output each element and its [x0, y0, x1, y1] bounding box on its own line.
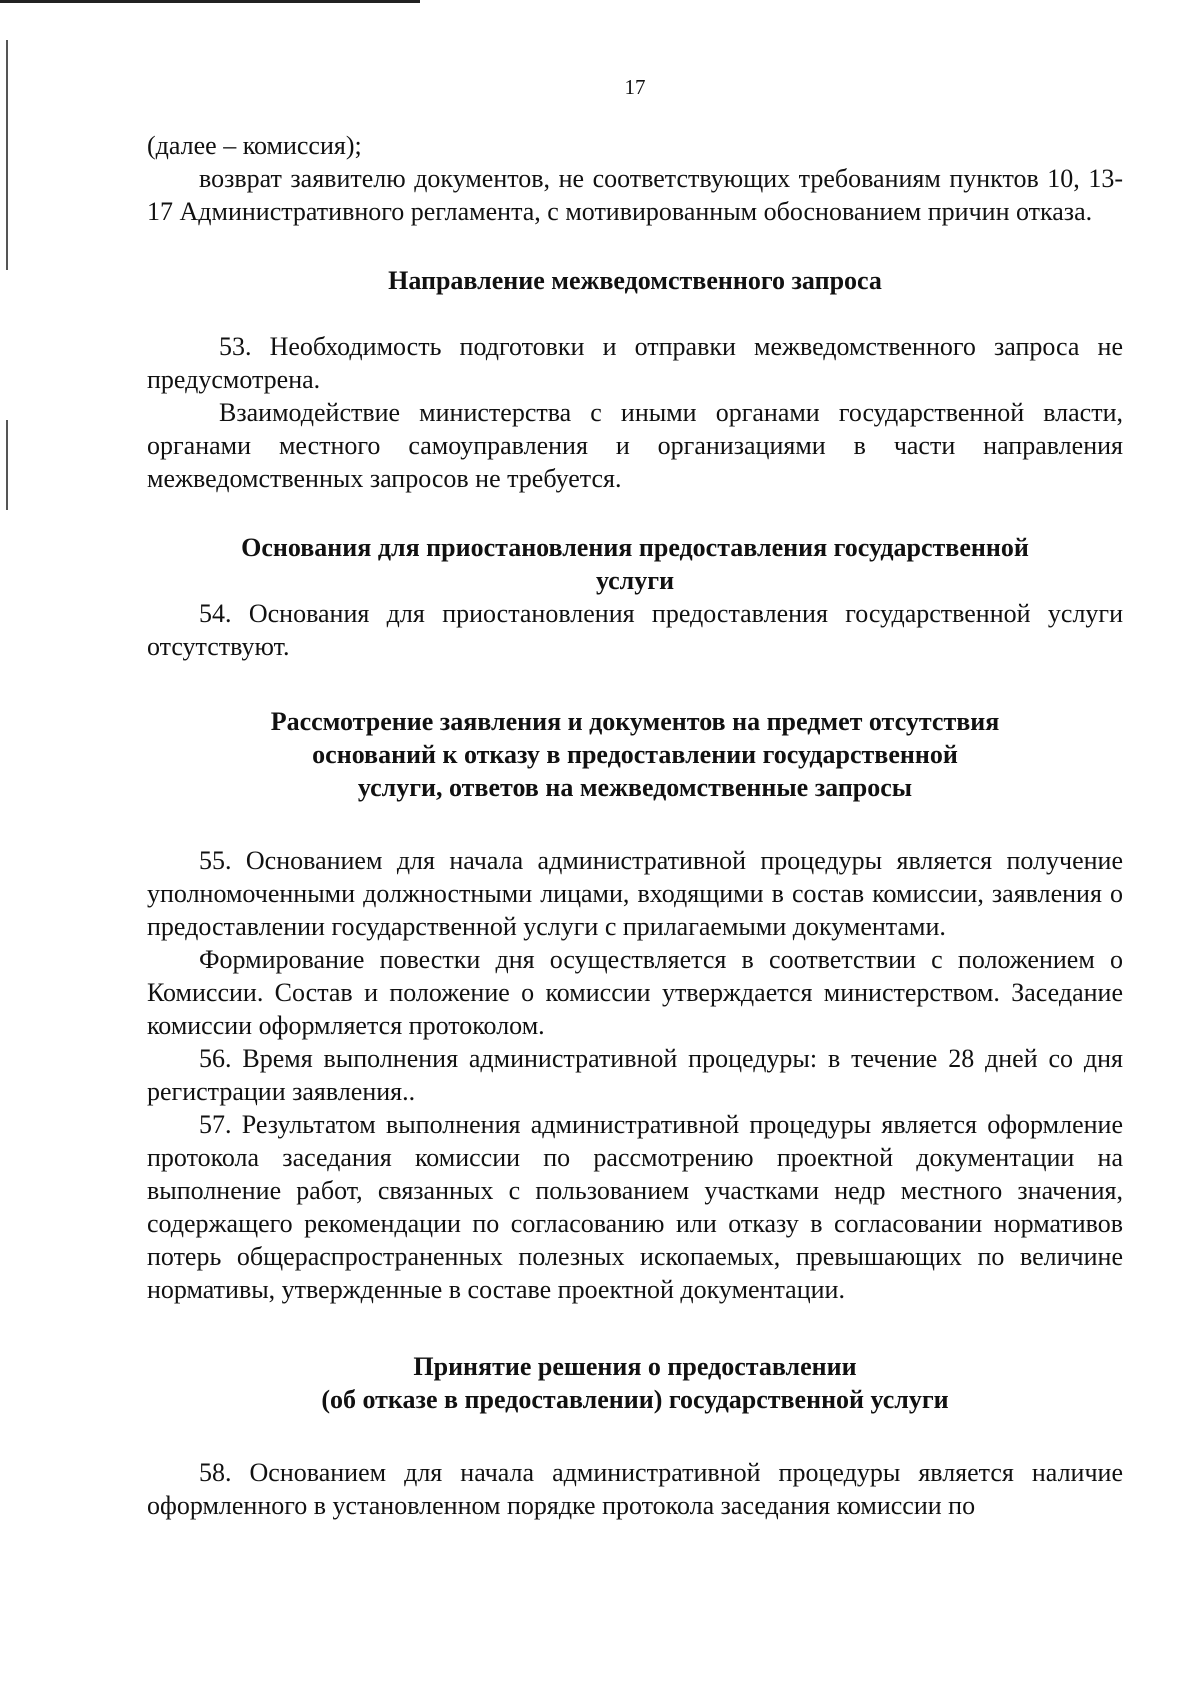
paragraph-document-return: возврат заявителю документов, не соответствующих требованиям пунктов 10, 13-17 Административного регламента, с мотивированным обоснованием причин отказа.	[147, 164, 1123, 226]
paragraph-55: 55. Основанием для начала административной процедуры является получение уполномоченными должностными лицами, входящими в состав комиссии, заявления о предоставлении государственной услуги с прилагаемыми документами.	[147, 846, 1123, 941]
page-number: 17	[624, 75, 646, 99]
heading-line: Рассмотрение заявления и документов на предмет отсутствия	[270, 707, 1000, 736]
heading-line: оснований к отказу в предоставлении государственной	[312, 740, 958, 769]
section-heading-application-review	[147, 705, 1123, 804]
heading-line: Принятие решения о предоставлении	[413, 1352, 857, 1381]
paragraph-continuation: (далее – комиссия);	[147, 131, 362, 160]
section-heading-suspension-grounds	[147, 531, 1123, 597]
paragraph-agenda: Формирование повестки дня осуществляется в соответствии с положением о Комиссии. Состав и положение о комиссии утверждается министерством. Заседание комиссии оформляется протоколом.	[147, 945, 1123, 1040]
paragraph-56: 56. Время выполнения административной процедуры: в течение 28 дней со дня регистрации заявления..	[147, 1044, 1123, 1106]
heading-line: услуги, ответов на межведомственные запросы	[357, 773, 913, 802]
heading-line: (об отказе в предоставлении) государственной услуги	[321, 1385, 949, 1414]
section-heading-interdepartmental-request	[147, 264, 1123, 297]
paragraph-53: 53. Необходимость подготовки и отправки межведомственного запроса не предусмотрена.	[147, 332, 1123, 394]
paragraph-57: 57. Результатом выполнения административной процедуры является оформление протокола заседания комиссии по рассмотрению проектной документации на выполнение работ, связанных с пользованием участками недр местного значения, содержащего рекомендации по согласованию или отказу в согласовании нормативов потерь общераспространенных полезных ископаемых, превышающих по величине нормативы, утвержденные в составе проектной документации.	[147, 1110, 1123, 1304]
paragraph-interaction: Взаимодействие министерства с иными органами государственной власти, органами местного самоуправления и организациями в части направления межведомственных запросов не требуется.	[147, 398, 1123, 493]
scan-top-rule	[0, 0, 420, 3]
heading-line: Направление межведомственного запроса	[388, 266, 882, 295]
document-body	[147, 129, 1123, 1522]
scan-left-edge	[6, 420, 8, 510]
heading-line: услуги	[595, 566, 675, 595]
heading-line: Основания для приостановления предоставления государственной	[241, 533, 1029, 562]
paragraph-58: 58. Основанием для начала административной процедуры является наличие оформленного в установленном порядке протокола заседания комиссии по	[147, 1458, 1123, 1520]
paragraph-54: 54. Основания для приостановления предоставления государственной услуги отсутствуют.	[147, 599, 1123, 661]
section-heading-decision	[147, 1350, 1123, 1416]
